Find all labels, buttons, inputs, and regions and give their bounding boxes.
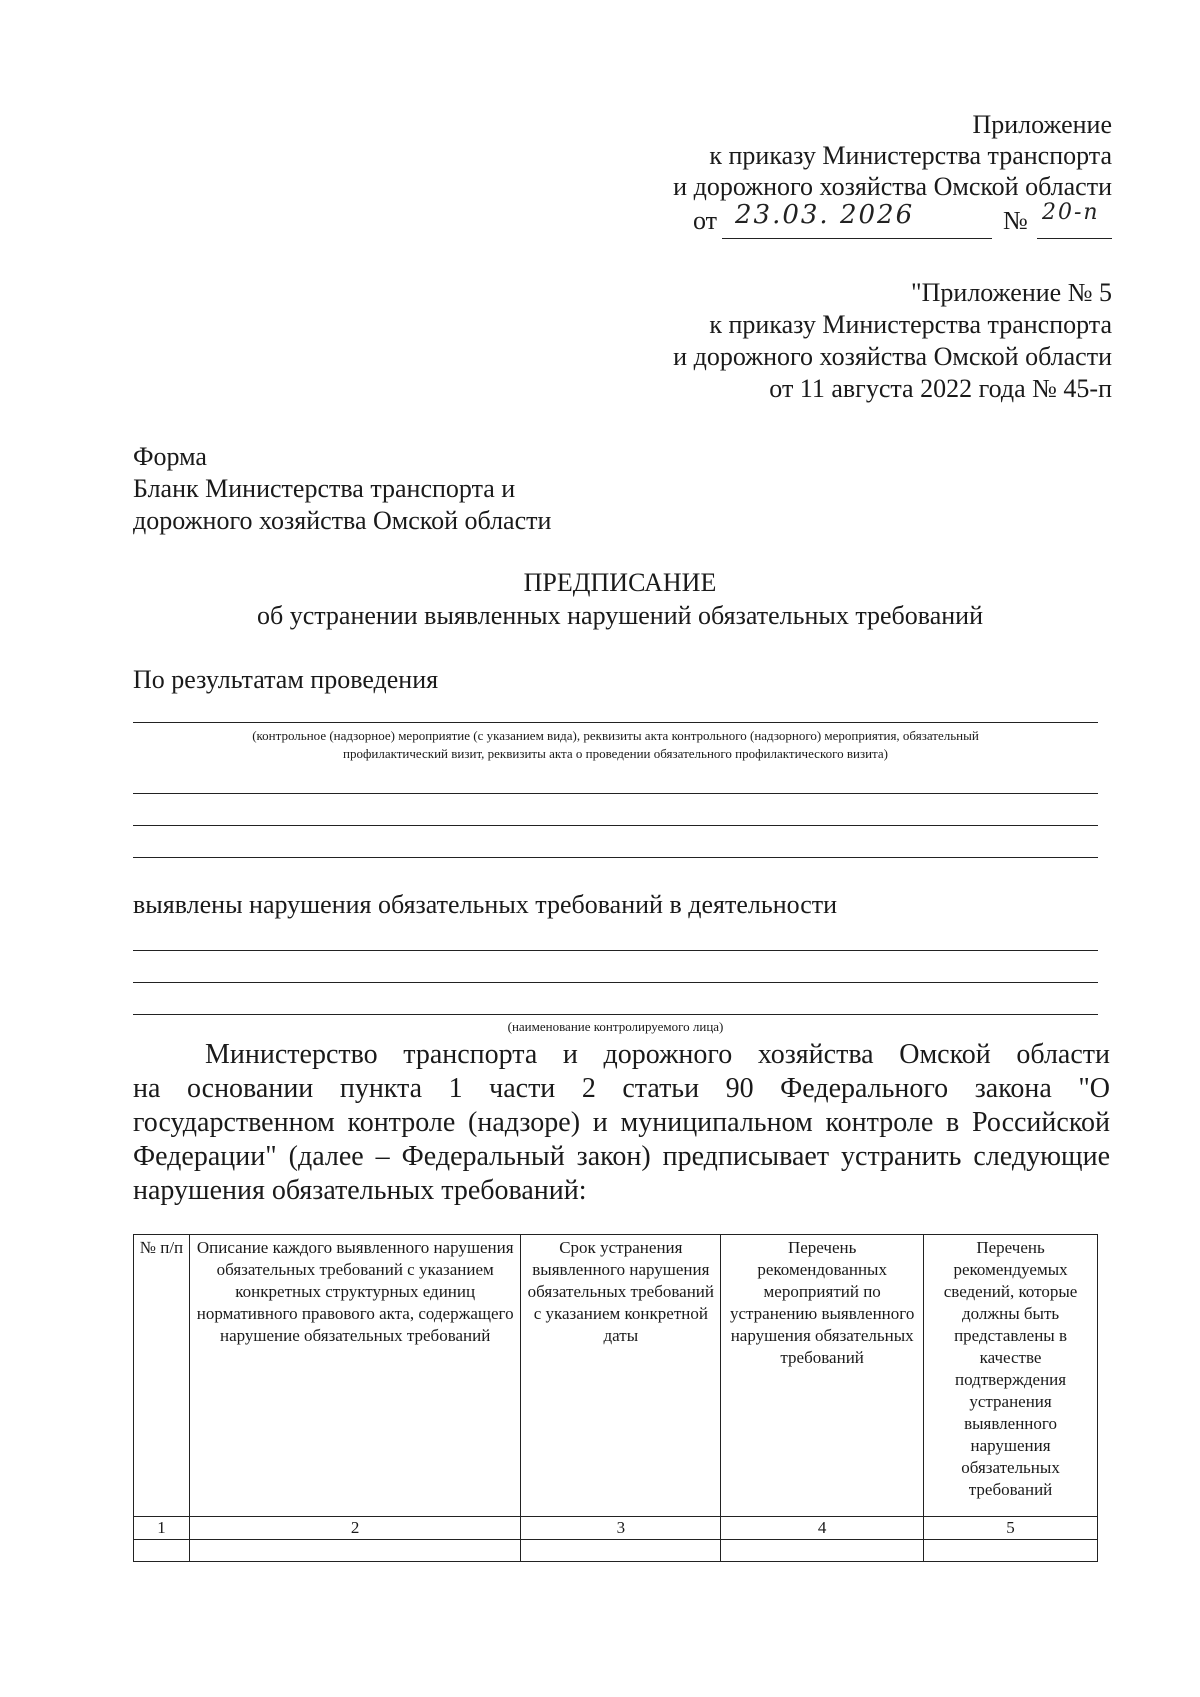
col-number-5: 5: [924, 1517, 1098, 1540]
number-prefix: №: [1003, 206, 1028, 235]
body-line2: на основании пункта 1 части 2 статьи 90 Федерального закона "О: [133, 1073, 1110, 1104]
violations-table: [133, 1234, 1098, 1562]
violations-hint: (наименование контролируемого лица): [507, 1019, 724, 1034]
document-title: ПРЕДПИСАНИЕ: [523, 568, 717, 597]
form-label: Форма: [133, 442, 207, 471]
table-cell: [189, 1540, 521, 1562]
table-cell: [134, 1540, 190, 1562]
results-label: По результатам проведения: [133, 665, 439, 694]
violations-label: выявлены нарушения обязательных требований в деятельности: [133, 890, 838, 919]
appendix-title: Приложение: [972, 110, 1112, 139]
handwritten-number: 20-п: [1042, 200, 1100, 225]
col-number-4: 4: [721, 1517, 924, 1540]
body-line3: государственном контроле (надзоре) и муниципальном контроле в Российской: [133, 1107, 1110, 1138]
blank-line1: Бланк Министерства транспорта и: [133, 474, 516, 503]
table-cell: [521, 1540, 721, 1562]
header-deadline: Срок устранения выявленного нарушения обязательных требований с указанием конкретной даты: [521, 1235, 721, 1517]
body-line5: нарушения обязательных требований:: [133, 1175, 587, 1206]
header-evidence: Перечень рекомендуемых сведений, которые должны быть представлены в качестве подтверждения устранения выявленного нарушения обязательных требований: [924, 1235, 1098, 1517]
results-hint-line1: (контрольное (надзорное) мероприятие (с указанием вида), реквизиты акта контрольного (надзорного) мероприятия, обязательный: [252, 728, 979, 743]
blank-line2: дорожного хозяйства Омской области: [133, 506, 552, 535]
header-number: № п/п: [134, 1235, 190, 1517]
header-description: Описание каждого выявленного нарушения обязательных требований с указанием конкретных структурных единиц нормативного правового акта, содержащего нарушение обязательных требований: [189, 1235, 521, 1517]
table-row: [134, 1540, 1098, 1562]
col-number-1: 1: [134, 1517, 190, 1540]
table-header-row: [134, 1235, 1098, 1517]
appendix5-line2: и дорожного хозяйства Омской области: [673, 342, 1112, 371]
body-line1: Министерство транспорта и дорожного хозяйства Омской области: [205, 1039, 1110, 1070]
handwritten-date: 23.03. 2026: [735, 200, 915, 230]
violations-line-2: [133, 982, 1098, 983]
table-numbers-row: [134, 1517, 1098, 1540]
table-cell: [924, 1540, 1098, 1562]
body-line4: Федерации" (далее – Федеральный закон) предписывает устранить следующие: [133, 1141, 1110, 1172]
appendix-line2: и дорожного хозяйства Омской области: [673, 172, 1112, 201]
appendix5-title: "Приложение № 5: [911, 278, 1112, 307]
table-cell: [721, 1540, 924, 1562]
col-number-2: 2: [189, 1517, 521, 1540]
document-subtitle: об устранении выявленных нарушений обязательных требований: [256, 601, 983, 630]
appendix-line1: к приказу Министерства транспорта: [709, 141, 1112, 170]
col-number-3: 3: [521, 1517, 721, 1540]
appendix5-line3: от 11 августа 2022 года № 45-п: [769, 374, 1112, 403]
results-line-2: [133, 793, 1098, 794]
date-prefix: от: [693, 206, 718, 235]
results-hint-line2: профилактический визит, реквизиты акта о проведении обязательного профилактического визита): [343, 746, 888, 761]
results-input-line: [133, 722, 1098, 723]
results-line-3: [133, 825, 1098, 826]
date-underline: [722, 238, 992, 239]
number-underline: [1037, 238, 1112, 239]
violations-line-1: [133, 950, 1098, 951]
results-line-4: [133, 857, 1098, 858]
violations-line-3: [133, 1014, 1098, 1015]
header-measures: Перечень рекомендованных мероприятий по устранению выявленного нарушения обязательных требований: [721, 1235, 924, 1517]
appendix5-line1: к приказу Министерства транспорта: [709, 310, 1112, 339]
